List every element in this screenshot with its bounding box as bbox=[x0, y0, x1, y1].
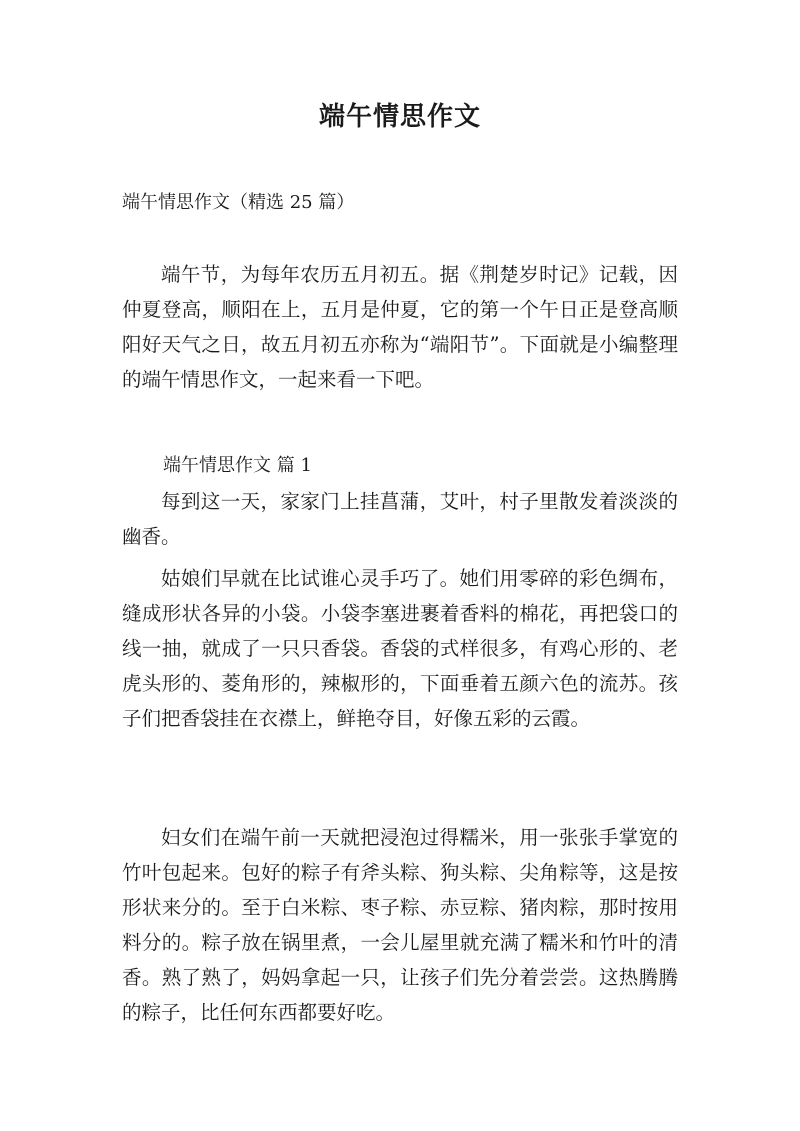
section-heading: 端午情思作文 篇 1 bbox=[163, 455, 312, 476]
body-paragraph: 妇女们在端午前一天就把浸泡过得糯米，用一张张手掌宽的竹叶包起来。包好的粽子有斧头粽、狗头粽、尖角粽等，这是按形状来分的。至于白米粽、枣子粽、赤豆粽、猪肉粽，那时按用料分的。粽子放在锅里煮，一会儿屋里就充满了糯米和竹叶的清香。熟了熟了，妈妈拿起一只，让孩子们先分着尝尝。这热腾腾的粽子，比任何东西都要好吃。 bbox=[122, 826, 678, 1024]
document-subtitle: 端午情思作文（精选 25 篇） bbox=[122, 192, 355, 213]
document-title: 端午情思作文 bbox=[318, 102, 481, 132]
body-paragraph: 每到这一天，家家门上挂菖蒲，艾叶，村子里散发着淡淡的幽香。 bbox=[122, 490, 678, 548]
body-paragraph: 姑娘们早就在比试谁心灵手巧了。她们用零碎的彩色绸布，缝成形状各异的小袋。小袋李塞进裹着香料的棉花，再把袋口的线一抽，就成了一只只香袋。香袋的式样很多，有鸡心形的、老虎头形的、菱角形的，辣椒形的，下面垂着五颜六色的流苏。孩子们把香袋挂在衣襟上，鲜艳夺目，好像五彩的云霞。 bbox=[122, 567, 678, 730]
intro-paragraph: 端午节，为每年农历五月初五。据《荆楚岁时记》记载，因仲夏登高，顺阳在上，五月是仲夏，它的第一个午日正是登高顺阳好天气之日，故五月初五亦称为“端阳节”。下面就是小编整理的端午情思作文，一起来看一下吧。 bbox=[122, 263, 678, 391]
